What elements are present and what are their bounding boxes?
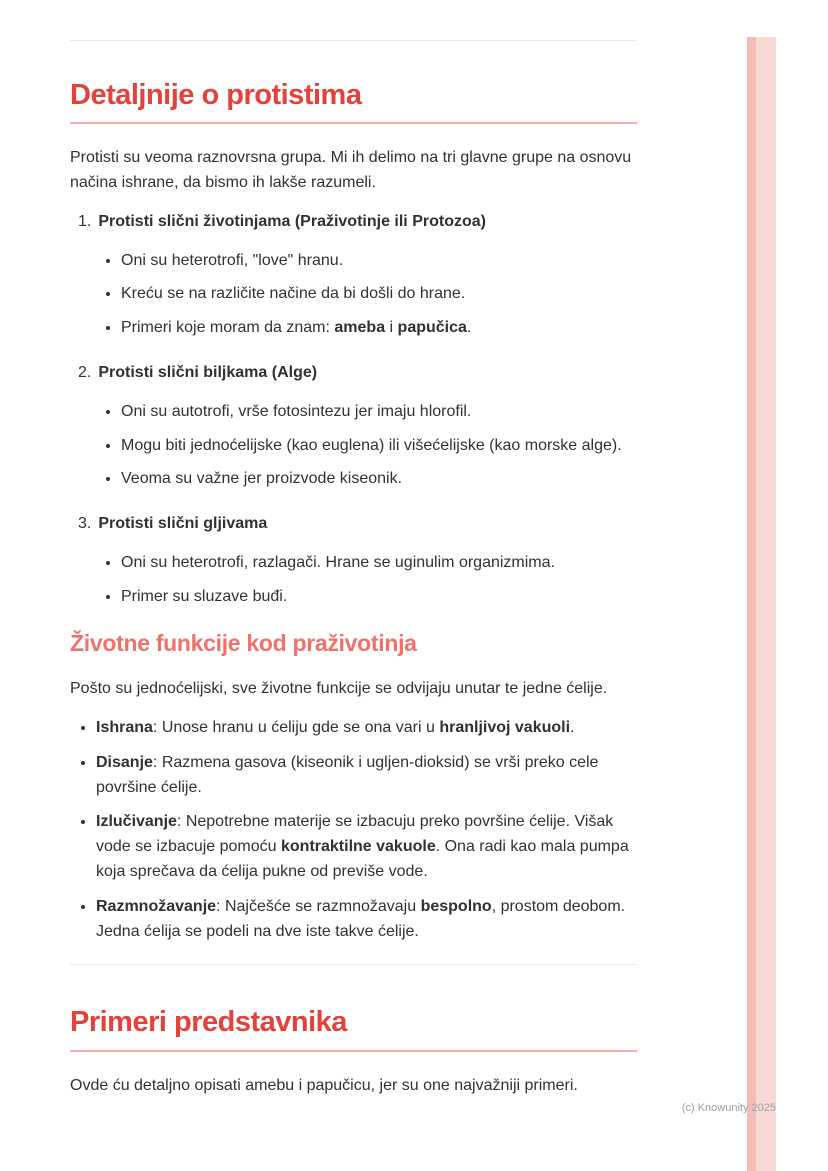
bullet-item: • Oni su autotrofi, vrše fotosintezu jer imaju hlorofil. [121,400,637,425]
protist-groups-list [70,210,637,610]
group-bullet-list [70,551,637,610]
bullet-item: • Primer su sluzave buđi. [121,585,637,610]
list-number: 1. [78,212,92,230]
intro-paragraph: Protisti su veoma raznovrsna grupa. Mi ih delimo na tri glavne grupe na osnovu načina ishrane, da bismo ih lakše razumeli. [70,149,632,192]
life-functions-intro: Pošto su jednoćelijski, sve životne funkcije se odvijaju unutar te jedne ćelije. [70,680,608,698]
copyright-note: (c) Knowunity 2025 [681,1102,776,1114]
group-bullet-list [70,249,637,341]
life-functions-list [70,716,637,944]
group-title: Protisti slični biljkama (Alge) [98,364,318,381]
section-divider [70,964,637,965]
bullet-item: • Oni su heterotrofi, razlagači. Hrane se uginulim organizmima. [121,551,637,576]
document-content [70,0,637,1112]
bullet-item: • Oni su heterotrofi, "love" hranu. [121,249,637,274]
bullet-item: • Veoma su važne jer proizvode kiseonik. [121,467,637,492]
list-number: 2. [78,364,92,381]
bullet-item: • Primeri koje moram da znam: ameba i papučica. [121,316,637,341]
function-item-razmnozavanje: • Razmnožavanje: Najčešće se razmnožavaju bespolno, prostom deobom. Jedna ćelija se podeli na dve iste takve ćelije. [96,895,637,945]
closing-paragraph: Ovde ću detaljno opisati amebu i papučicu, jer su one najvažniji primeri. [70,1076,578,1094]
bullet-item: • Mogu biti jednoćelijske (kao euglena) ili višećelijske (kao morske alge). [121,434,637,459]
group-title-row [70,512,637,537]
function-item-ishrana: • Ishrana: Unose hranu u ćeliju gde se ona vari u hranljivoj vakuoli. [96,716,637,741]
list-item-group-2 [70,361,637,492]
group-title-row [70,210,637,235]
list-item-group-1 [70,210,637,341]
list-number: 3. [78,515,92,533]
group-title-row [70,361,637,386]
bullet-item: • Kreću se na različite načine da bi došli do hrane. [121,282,637,307]
heading-underline-2 [70,1050,637,1052]
side-ribbon [747,37,776,1171]
function-item-disanje: • Disanje: Razmena gasova (kiseonik i ugljen-dioksid) se vrši preko cele površine ćelije. [96,751,637,801]
group-title: Protisti slični gljivama [98,515,268,533]
group-bullet-list [70,400,637,492]
section-heading-life-functions: Životne funkcije kod praživotinja [70,629,417,656]
section-heading-protists: Detaljnije o protistima [70,79,362,111]
top-divider [70,40,637,41]
function-item-izlucivanje: • Izlučivanje: Nepotrebne materije se izbacuju preko površine ćelije. Višak vode se izbacuje pomoću kontraktilne vakuole. Ona radi kao mala pumpa koja sprečava da ćelija pukne od previše vode. [96,810,637,884]
list-item-group-3 [70,512,637,609]
section-heading-examples: Primeri predstavnika [70,1006,347,1039]
group-title: Protisti slični životinjama (Praživotinje ili Protozoa) [98,212,486,230]
heading-underline-1 [70,122,637,124]
